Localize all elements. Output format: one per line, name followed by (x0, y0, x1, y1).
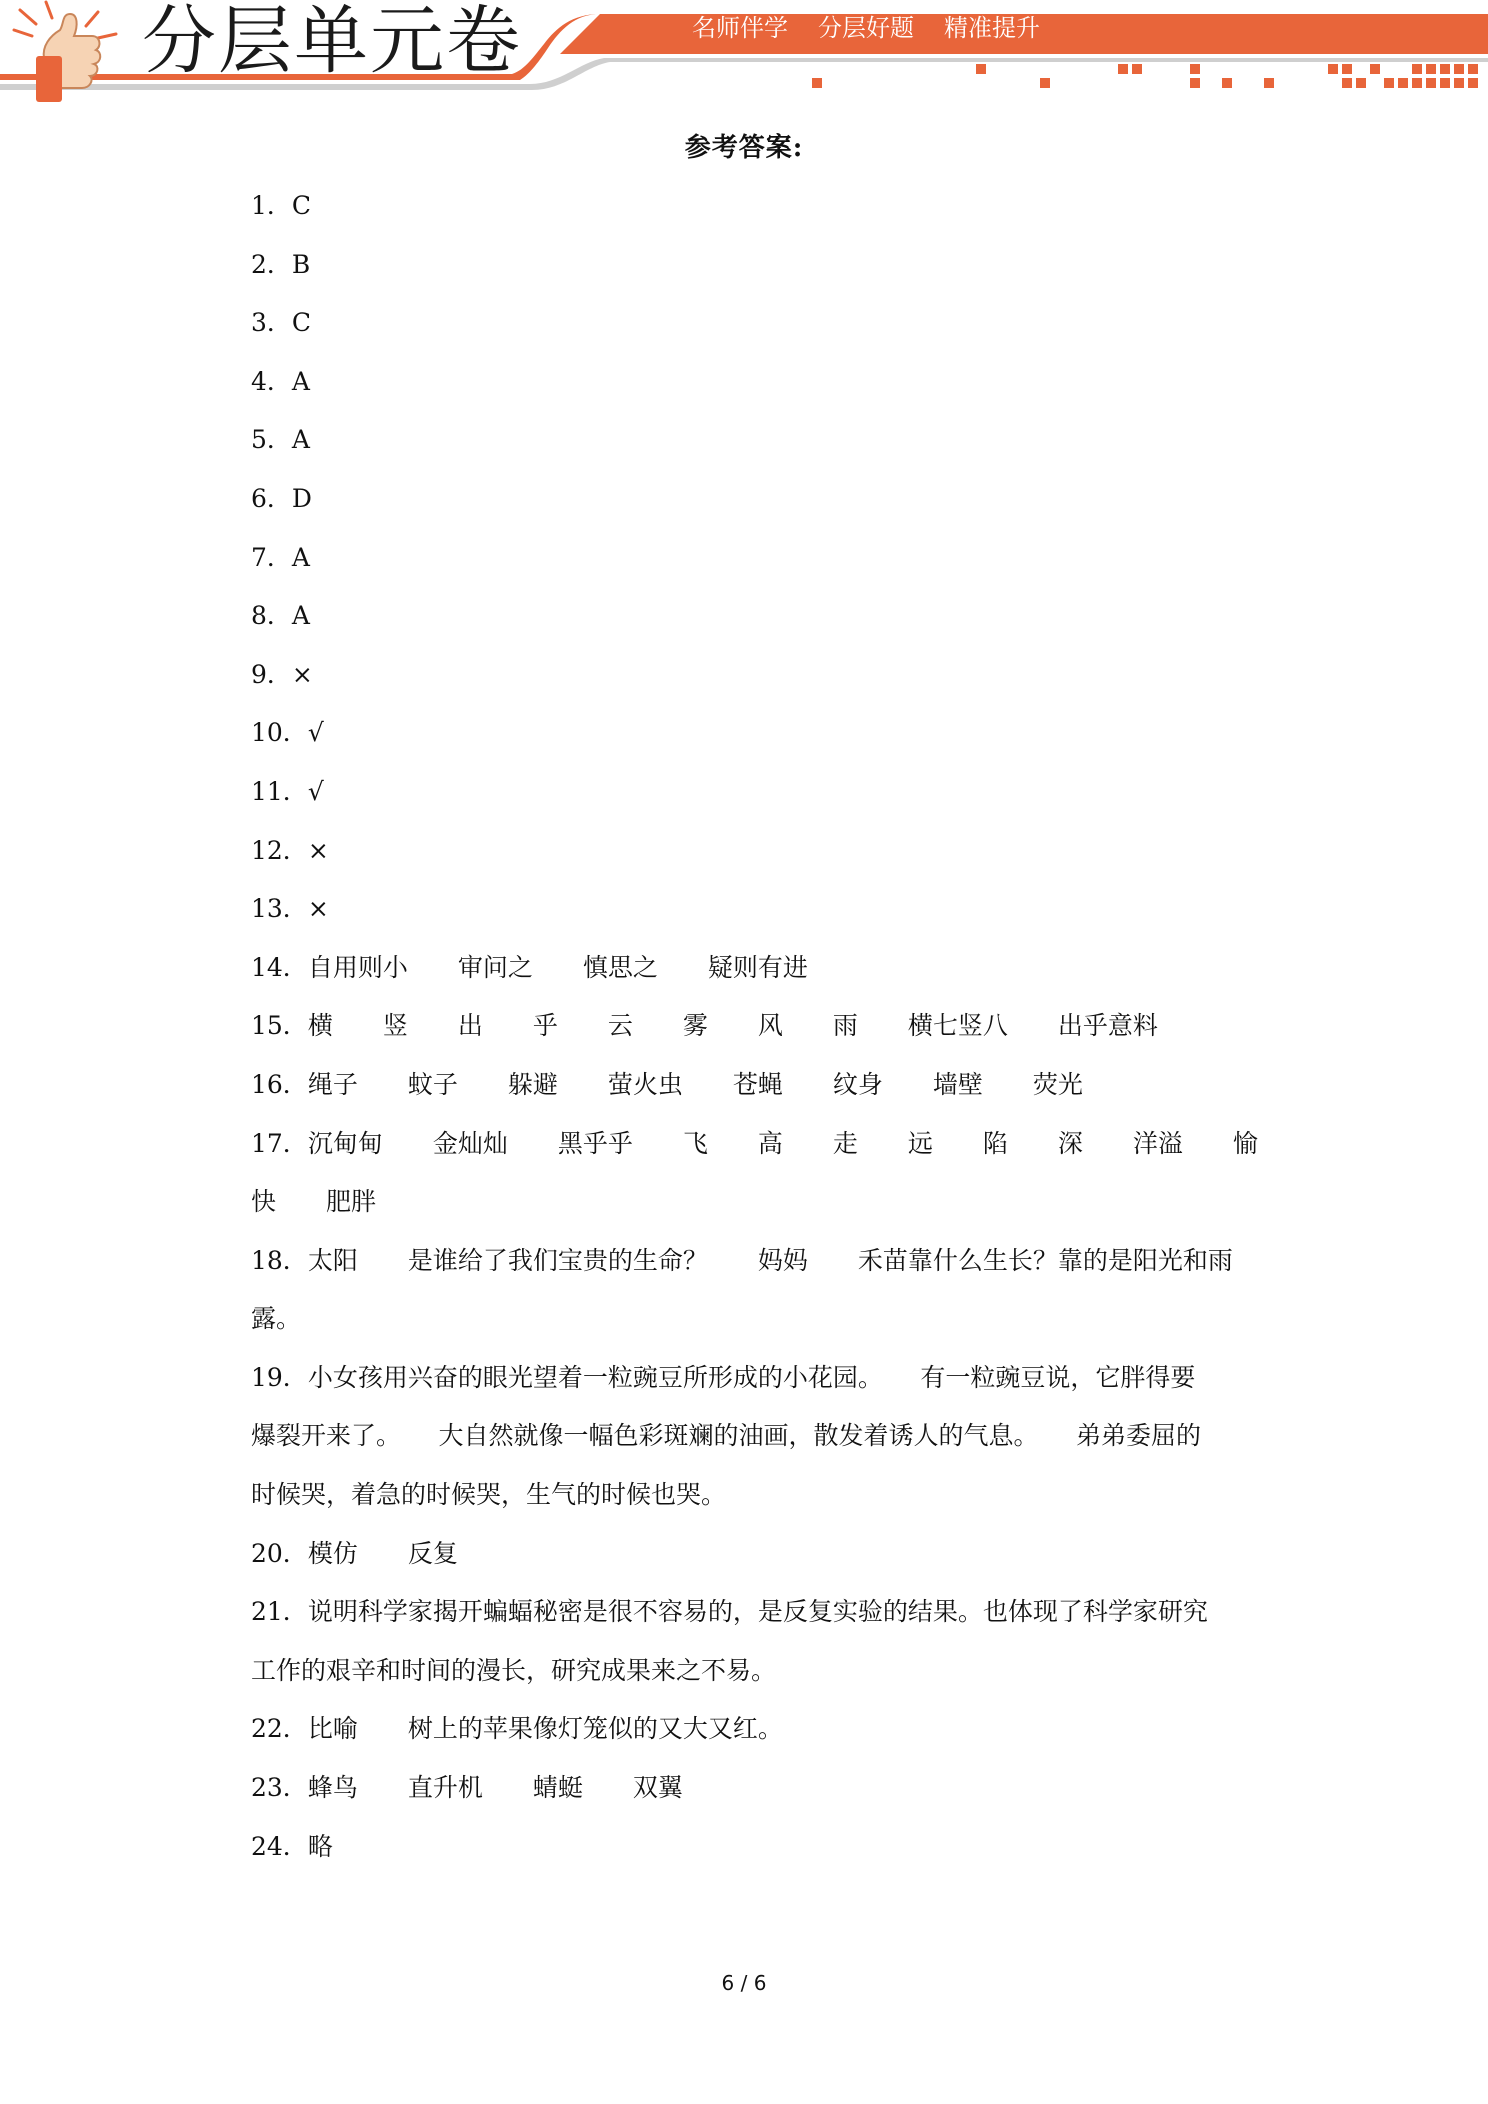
answer-text: 模仿 反复 (307, 1538, 458, 1568)
answer-number: 14． (251, 952, 308, 982)
answer-number: 22． (251, 1714, 308, 1744)
answer-text: A (291, 542, 310, 572)
answer-line (251, 353, 1246, 412)
answer-text: D (291, 483, 312, 513)
answer-text: 自用则小 审问之 慎思之 疑则有进 (307, 952, 808, 982)
answer-line (251, 294, 1246, 353)
answer-text: 蜂鸟 直升机 蜻蜓 双翼 (307, 1773, 683, 1803)
answer-line (251, 587, 1246, 646)
answer-number: 10． (251, 718, 308, 748)
answer-line (251, 997, 1246, 1056)
answer-line (251, 1349, 1246, 1408)
answer-number: 20． (251, 1538, 308, 1568)
answer-line (251, 1290, 1246, 1349)
answer-number: 18． (251, 1245, 308, 1275)
answer-line (251, 1407, 1246, 1466)
answer-text: 时候哭，着急的时候哭，生气的时候也哭。 (251, 1480, 727, 1510)
answer-line (251, 1525, 1246, 1584)
page-header (0, 0, 1488, 110)
answer-line (251, 646, 1246, 705)
answer-list (251, 177, 1258, 1876)
answer-line (251, 763, 1246, 822)
brand-title: 分层单元卷 (142, 0, 522, 84)
answer-line (251, 1700, 1246, 1759)
slogan-text: 名师伴学 (692, 14, 788, 42)
answer-number: 16． (251, 1069, 308, 1099)
answer-number: 19． (251, 1362, 308, 1392)
answer-text: A (291, 366, 310, 396)
answer-line (251, 1759, 1246, 1818)
answer-text: 露。 (251, 1304, 302, 1334)
answer-line (251, 822, 1246, 881)
answer-line (251, 1583, 1246, 1642)
answer-number: 23． (251, 1773, 308, 1803)
answer-text: 绳子 蚊子 躲避 萤火虫 苍蝇 纹身 墙壁 荧光 (307, 1069, 1083, 1099)
answer-number: 8． (251, 601, 292, 631)
answer-text: × (307, 835, 329, 865)
answer-text: 小女孩用兴奋的眼光望着一粒豌豆所形成的小花园。 有一粒豌豆说，它胖得要 (307, 1362, 1196, 1392)
answer-line (251, 1642, 1246, 1701)
answer-line (251, 880, 1246, 939)
answer-text: A (291, 601, 310, 631)
answer-number: 21． (251, 1597, 308, 1627)
answer-text: 说明科学家揭开蝙蝠秘密是很不容易的，是反复实验的结果。也体现了科学家研究 (307, 1597, 1208, 1627)
answer-text: 略 (307, 1831, 333, 1861)
answer-text: 比喻 树上的苹果像灯笼似的又大又红。 (307, 1714, 783, 1744)
answer-line (251, 1466, 1246, 1525)
answer-number: 13． (251, 894, 308, 924)
answer-text: 沉甸甸 金灿灿 黑乎乎 飞 高 走 远 陷 深 洋溢 愉 (307, 1128, 1258, 1158)
answer-text: 太阳 是谁给了我们宝贵的生命？ 妈妈 禾苗靠什么生长？靠的是阳光和雨 (307, 1245, 1233, 1275)
answer-number: 1． (251, 191, 292, 220)
answer-text: 横 竖 出 乎 云 雾 风 雨 横七竖八 出乎意料 (307, 1011, 1158, 1041)
answer-text: 快 肥胖 (251, 1187, 377, 1217)
answer-text: 工作的艰辛和时间的漫长，研究成果来之不易。 (251, 1655, 777, 1685)
answer-number: 2． (251, 249, 292, 279)
answer-line (251, 1232, 1246, 1291)
slogan-text: 精准提升 (944, 14, 1040, 42)
answer-line (251, 529, 1246, 588)
answer-number: 9． (251, 659, 292, 689)
answer-number: 15． (251, 1011, 308, 1041)
answer-line (251, 236, 1246, 295)
answer-number: 24． (251, 1831, 308, 1861)
answer-line (251, 939, 1246, 998)
answer-number: 12． (251, 835, 308, 865)
answer-text: C (291, 308, 312, 338)
answer-number: 7． (251, 542, 292, 572)
answer-number: 11． (251, 776, 308, 806)
answer-number: 6． (251, 483, 292, 513)
answer-text: √ (307, 776, 324, 806)
answer-line (251, 704, 1246, 763)
answer-line (251, 1818, 1246, 1877)
answer-text: × (291, 659, 313, 689)
answer-text: C (291, 191, 312, 220)
answer-number: 17． (251, 1128, 308, 1158)
answer-line (251, 470, 1246, 529)
answer-line (251, 177, 1246, 236)
answer-text: B (291, 249, 311, 279)
answer-line (251, 1056, 1246, 1115)
page-number: 6 / 6 (721, 1971, 767, 1995)
answer-number: 3． (251, 308, 292, 338)
answer-number: 5． (251, 425, 292, 455)
answer-text: √ (307, 718, 324, 748)
answers-title: 参考答案: (684, 133, 804, 163)
answer-text: 爆裂开来了。 大自然就像一幅色彩斑斓的油画，散发着诱人的气息。 弟弟委屈的 (251, 1421, 1202, 1451)
answer-text: A (291, 425, 310, 455)
answer-line (251, 1115, 1258, 1174)
answer-line (251, 1173, 1246, 1232)
answer-line (251, 411, 1246, 470)
thumbs-up-hand-icon (6, 0, 124, 110)
answer-number: 4． (251, 366, 292, 396)
slogan-text: 分层好题 (818, 14, 914, 42)
answer-text: × (307, 894, 329, 924)
